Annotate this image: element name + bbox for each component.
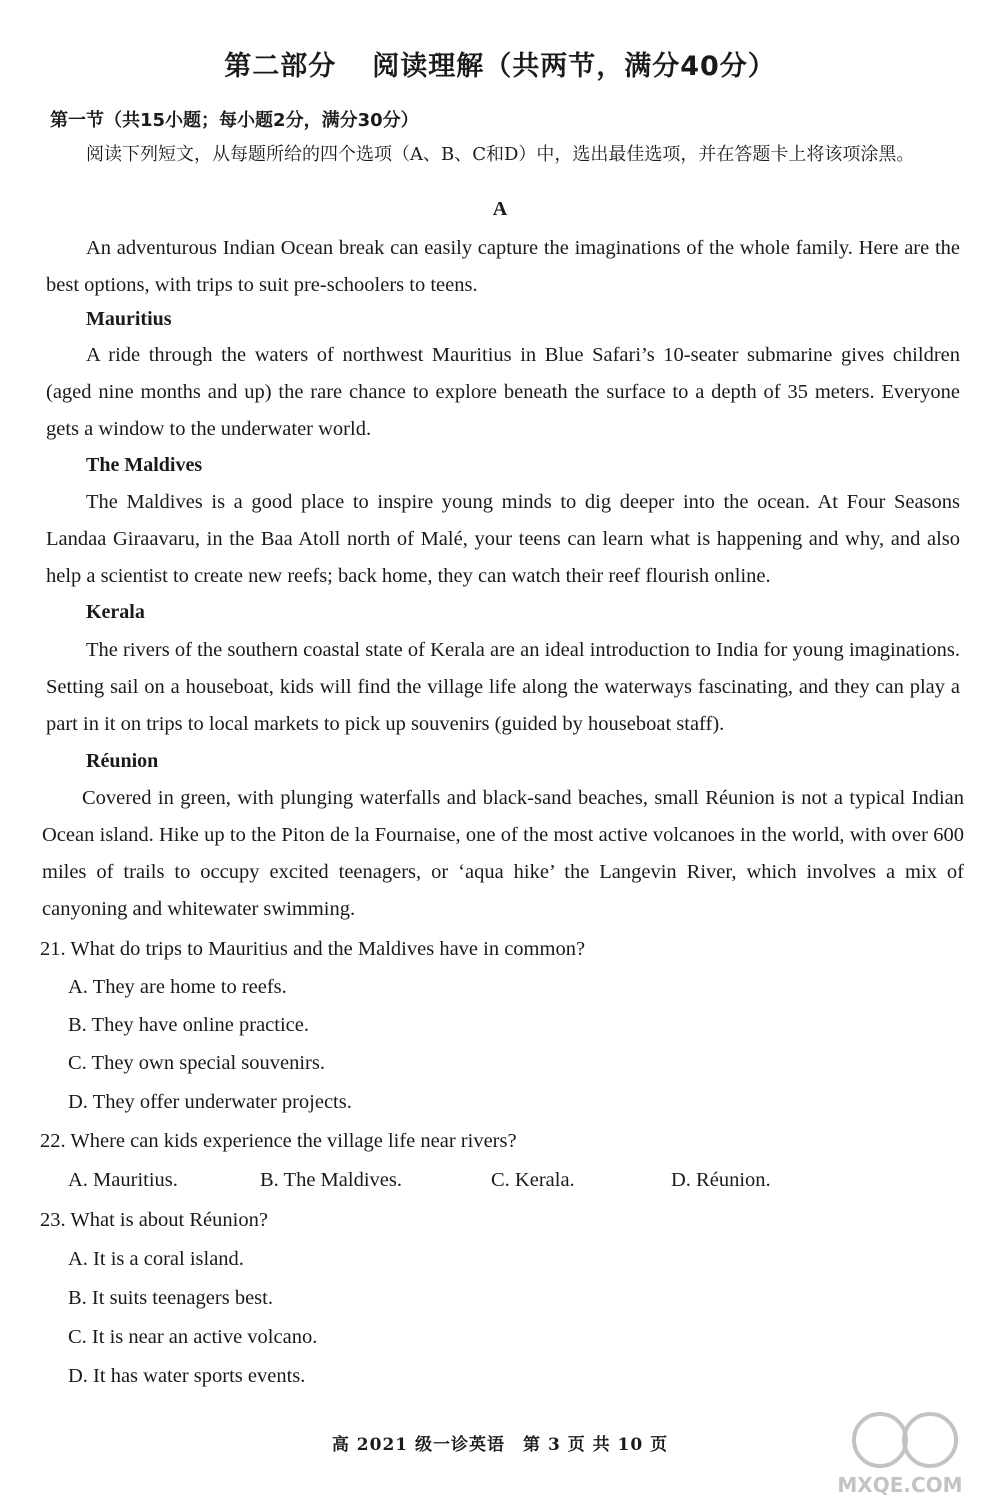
question-23: 23. What is about Réunion?	[40, 1209, 268, 1231]
q23-option-d: D. It has water sports events.	[68, 1365, 306, 1387]
q23-option-b: B. It suits teenagers best.	[68, 1287, 273, 1309]
passage-intro: An adventurous Indian Ocean break can easily capture the imaginations of the whole family. Here are the best options, with trips to suit pre-schoolers to teens.	[46, 237, 960, 296]
q21-option-c: C. They own special souvenirs.	[68, 1052, 325, 1074]
q21-option-d: D. They offer underwater projects.	[68, 1091, 352, 1113]
question-22: 22. Where can kids experience the village life near rivers?	[40, 1130, 517, 1152]
watermark-text: MXQE.COM	[837, 1473, 963, 1497]
q23-option-a: A. It is a coral island.	[68, 1248, 244, 1270]
q22-option-a: A. Mauritius.	[68, 1169, 178, 1191]
para-maldives: The Maldives is a good place to inspire young minds to dig deeper into the ocean. At Four Seasons Landaa Giraavaru, in the Baa Atoll north of Malé, your teens can learn what is happening and why, and also help a scientist to create new reefs; back home, they can watch their reef flourish online.	[46, 491, 960, 587]
part-number: 第二部分	[224, 51, 337, 82]
para-mauritius: A ride through the waters of northwest Mauritius in Blue Safari’s 10-seater submarine gives children (aged nine months and up) the rare chance to explore beneath the surface to a depth of 35 meters. Everyone gets a window to the underwater world.	[46, 344, 960, 440]
q21-option-a: A. They are home to reefs.	[68, 976, 287, 998]
q22-option-c: C. Kerala.	[491, 1169, 575, 1191]
heading-kerala: Kerala	[86, 601, 145, 623]
section-title: 第一节（共15小题；每小题2分，满分30分）	[50, 110, 419, 131]
para-reunion: Covered in green, with plunging waterfalls and black-sand beaches, small Réunion is not a typical Indian Ocean island. Hike up to the Piton de la Fournaise, one of the most active volcanoes in the world, with over 600 miles of trails to occupy excited teenagers, or ‘aqua hike’ the Langevin River, which involves a mix of canyoning and whitewater swimming.	[42, 787, 964, 920]
q22-option-b: B. The Maldives.	[260, 1169, 402, 1191]
part-name: 阅读理解（共两节，满分40分）	[372, 51, 776, 82]
watermark-logo	[820, 1410, 980, 1500]
question-21: 21. What do trips to Mauritius and the Maldives have in common?	[40, 938, 586, 960]
heading-reunion: Réunion	[86, 750, 159, 772]
instructions: 阅读下列短文，从每题所给的四个选项（A、B、C和D）中，选出最佳选项，并在答题卡上将该项涂黑。	[86, 144, 915, 165]
passage-label: A	[492, 198, 508, 220]
heading-maldives: The Maldives	[86, 454, 203, 476]
q23-option-c: C. It is near an active volcano.	[68, 1326, 318, 1348]
part-title	[0, 44, 1000, 83]
para-kerala: The rivers of the southern coastal state of Kerala are an ideal introduction to India for young imaginations. Setting sail on a houseboat, kids will find the village life along the waterways fascinating, and they can play a part in it on trips to local markets to pick up souvenirs (guided by houseboat staff).	[46, 639, 960, 735]
q22-option-d: D. Réunion.	[671, 1169, 771, 1191]
page-footer: 高 2021 级一诊英语 第 3 页 共 10 页	[331, 1435, 669, 1455]
heading-mauritius: Mauritius	[86, 308, 172, 330]
q21-option-b: B. They have online practice.	[68, 1014, 309, 1036]
